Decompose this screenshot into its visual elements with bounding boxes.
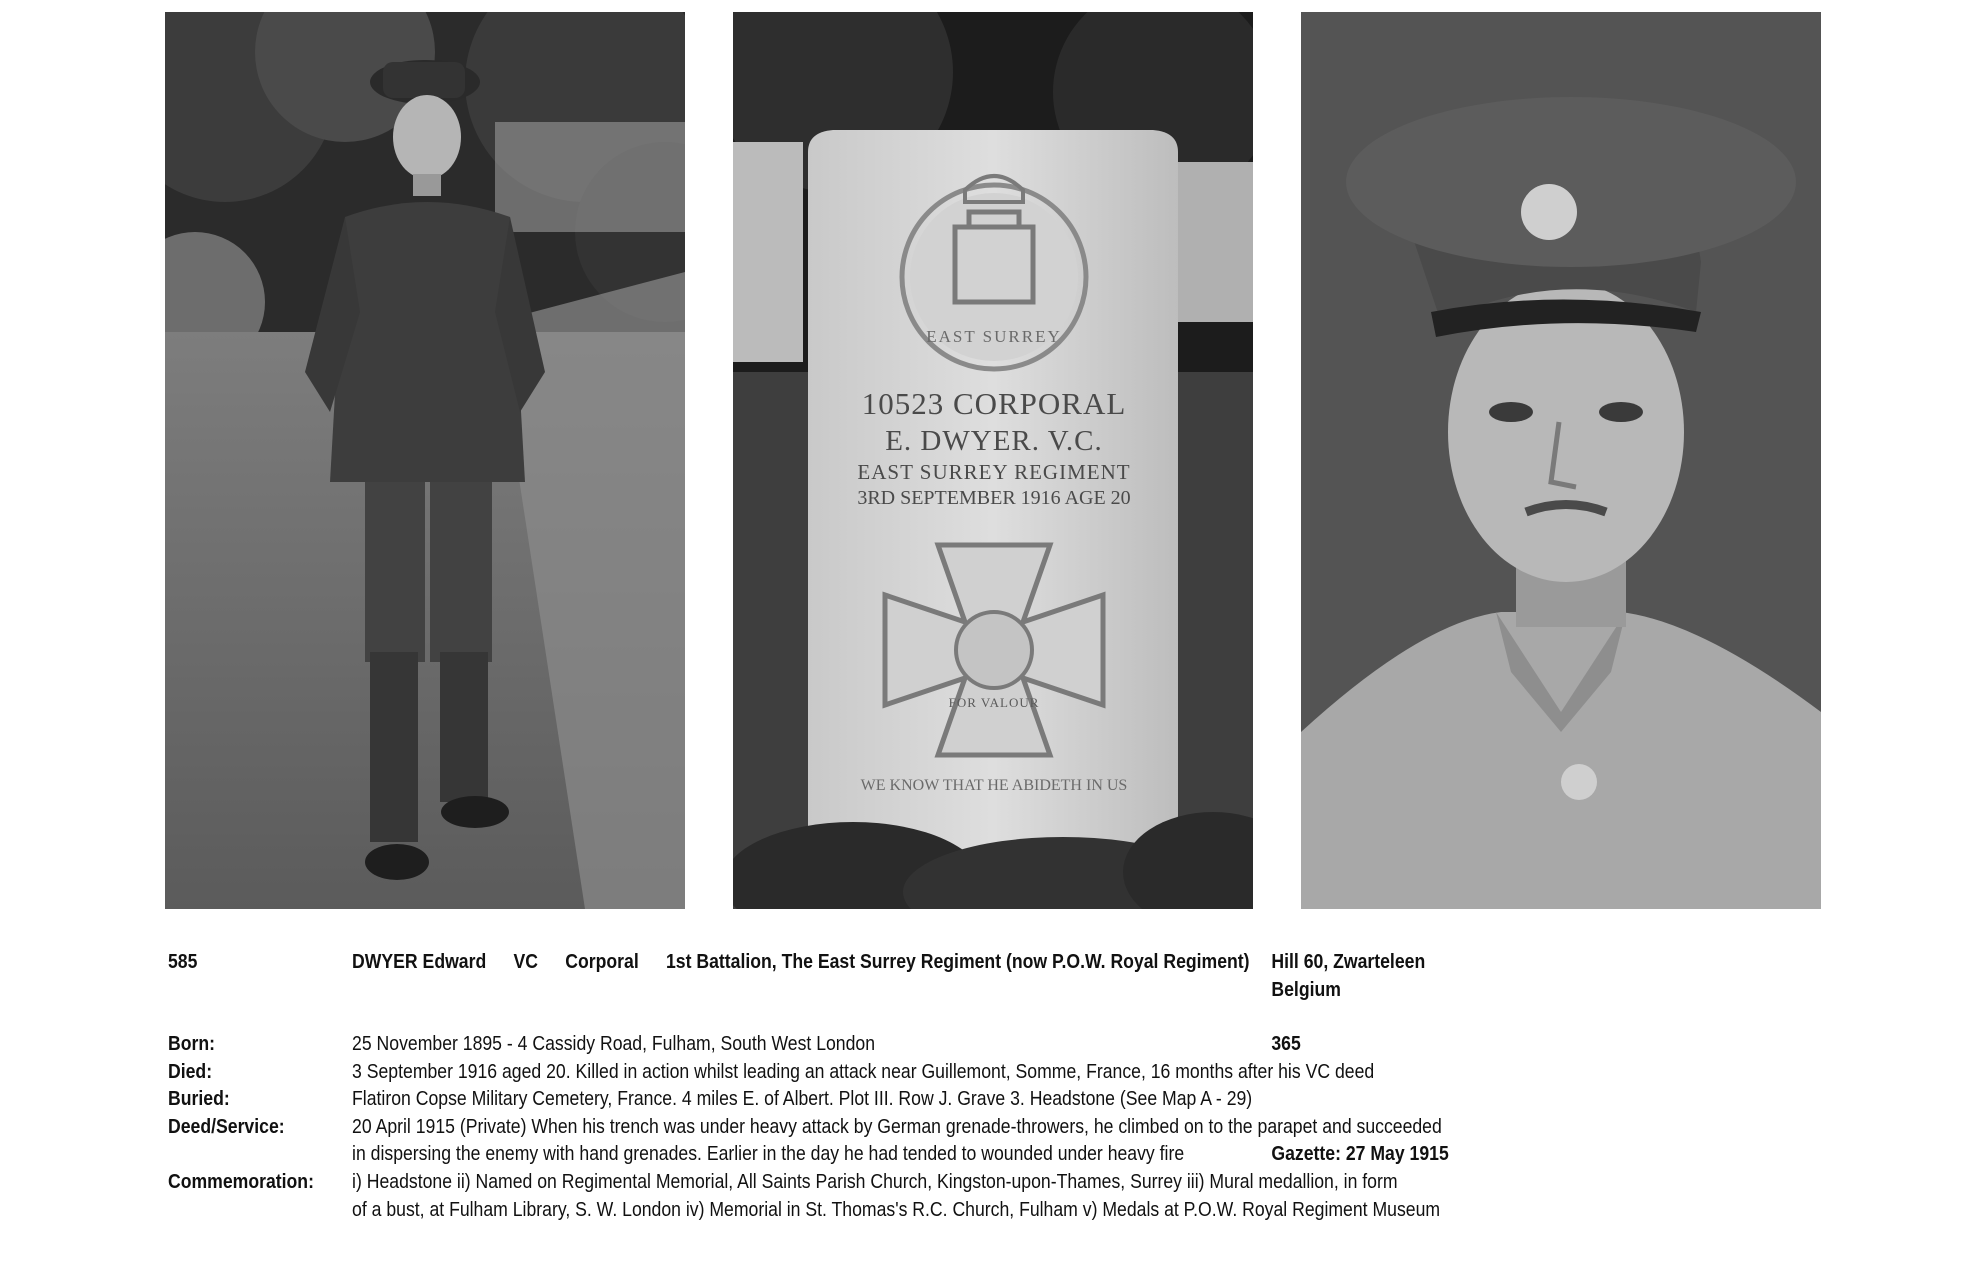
value-commemoration-line2: of a bust, at Fulham Library, S. W. London iv) Memorial in St. Thomas's R.C. Church, Fulham v) Medals at P.O.W. Royal Regiment Museum [352,1197,1441,1221]
label-born: Born: [168,1032,216,1055]
headstone-line2: E. DWYER. V.C. [885,425,1103,457]
cross-text: FOR VALOUR [948,695,1040,710]
record-unit: 1st Battalion, The East Surrey Regiment (now P.O.W. Royal Regiment) [666,950,1250,973]
value-deed-line1: 20 April 1915 (Private) When his trench was under heavy attack by German grenade-throwers, he climbed on to the parapet and succeeded [352,1114,1442,1138]
soldier-standing-image [165,12,685,909]
value-died: 3 September 1916 aged 20. Killed in action whilst leading an attack near Guillemont, Somme, France, 16 months after his VC deed [352,1059,1375,1083]
record-header [168,948,1578,1030]
label-deed: Deed/Service: [168,1114,285,1138]
row-commemoration [168,1168,1578,1223]
headstone-image [733,12,1253,909]
record-decoration: VC [513,950,539,973]
value-commemoration-line1: i) Headstone ii) Named on Regimental Memorial, All Saints Parish Church, Kingston-upon-Thames, Surrey iii) Mural medallion, in form [352,1169,1398,1193]
photo-soldier-closeup [1301,12,1821,909]
vc-record [168,948,1578,1223]
headstone-line3: EAST SURREY REGIMENT [857,460,1131,484]
record-place-line2: Belgium [1271,977,1341,1001]
record-rank: Corporal [565,950,639,973]
headstone-epitaph: WE KNOW THAT HE ABIDETH IN US [860,777,1128,794]
record-number: 585 [168,950,198,973]
label-buried: Buried: [168,1087,230,1111]
row-deed [168,1113,1578,1168]
row-buried [168,1085,1578,1113]
photo-soldier-standing [165,12,685,909]
value-buried: Flatiron Copse Military Cemetery, France. 4 miles E. of Albert. Plot III. Row J. Grave 3. Headstone (See Map A - 29) [352,1087,1253,1111]
record-gazette: Gazette: 27 May 1915 [1271,1142,1449,1166]
label-commemoration: Commemoration: [168,1169,314,1193]
headstone-line4: 3RD SEPTEMBER 1916 AGE 20 [857,487,1131,509]
headstone-line1: 10523 CORPORAL [861,386,1127,421]
record-place [1271,948,1425,1003]
label-died: Died: [168,1059,213,1083]
record-place-line1: Hill 60, Zwarteleen [1271,950,1426,973]
soldier-closeup-image [1301,12,1821,909]
record-title [352,948,1322,976]
photo-headstone [733,12,1253,909]
value-deed-line2: in dispersing the enemy with hand grenades. Earlier in the day he had tended to wounded under heavy fire [352,1142,1185,1166]
row-born [168,1030,1578,1058]
record-page-ref: 365 [1271,1032,1301,1055]
record-name: DWYER Edward [352,950,487,973]
row-died [168,1058,1578,1086]
badge-text: EAST SURREY [926,327,1062,346]
value-born: 25 November 1895 - 4 Cassidy Road, Fulham, South West London [352,1032,876,1055]
